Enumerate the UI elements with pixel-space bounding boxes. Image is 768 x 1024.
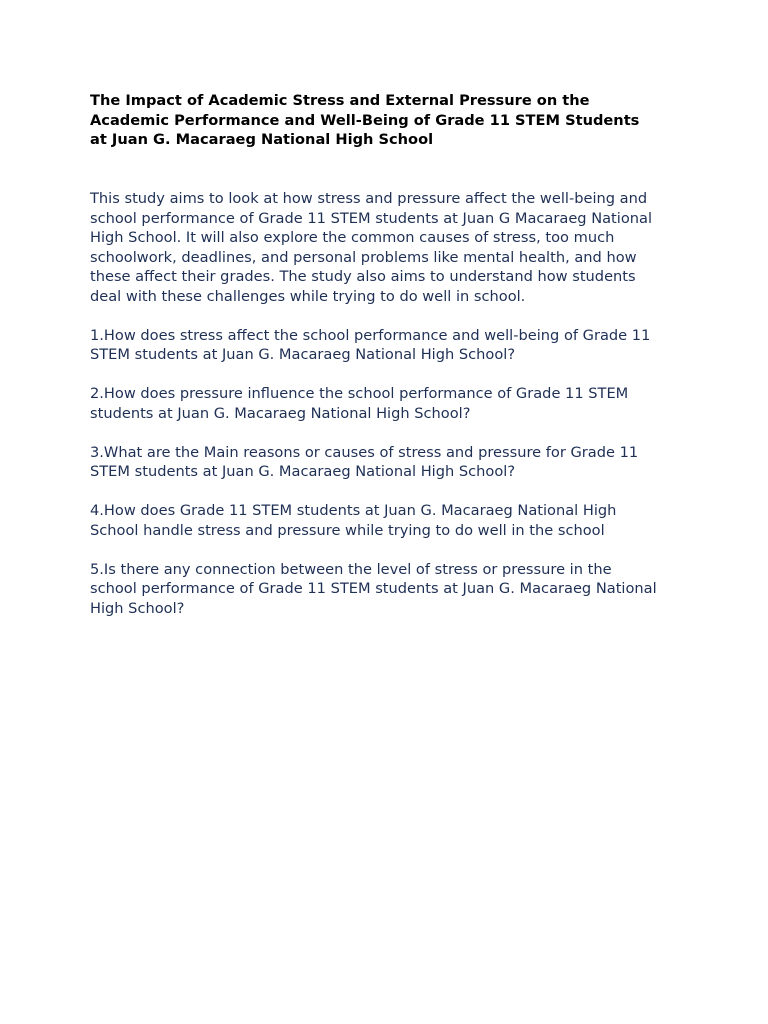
research-question-1: 1.How does stress affect the school performance and well-being of Grade 11 STEM students at Juan G. Macaraeg National High School? (90, 326, 651, 364)
intro-paragraph: This study aims to look at how stress and pressure affect the well-being and school performance of Grade 11 STEM students at Juan G Macaraeg National High School. It will also explore the common causes of stress, too much schoolwork, deadlines, and personal problems like mental health, and how these affect their grades. The study also aims to understand how students deal with these challenges while trying to do well in school. (90, 190, 653, 305)
document-page (90, 91, 690, 618)
document-title: The Impact of Academic Stress and External Pressure on the Academic Performance and Well-Being of Grade 11 STEM Students at Juan G. Macaraeg National High School (90, 92, 640, 149)
research-question-4: 4.How does Grade 11 STEM students at Juan G. Macaraeg National High School handle stress and pressure while trying to do well in the school (90, 502, 617, 539)
research-question-2: 2.How does pressure influence the school performance of Grade 11 STEM students at Juan G. Macaraeg National High School? (90, 385, 629, 422)
research-question-5: 5.Is there any connection between the level of stress or pressure in the school performance of Grade 11 STEM students at Juan G. Macaraeg National High School? (90, 560, 657, 617)
research-question-3: 3.What are the Main reasons or causes of stress and pressure for Grade 11 STEM students at Juan G. Macaraeg National High School? (90, 443, 639, 481)
